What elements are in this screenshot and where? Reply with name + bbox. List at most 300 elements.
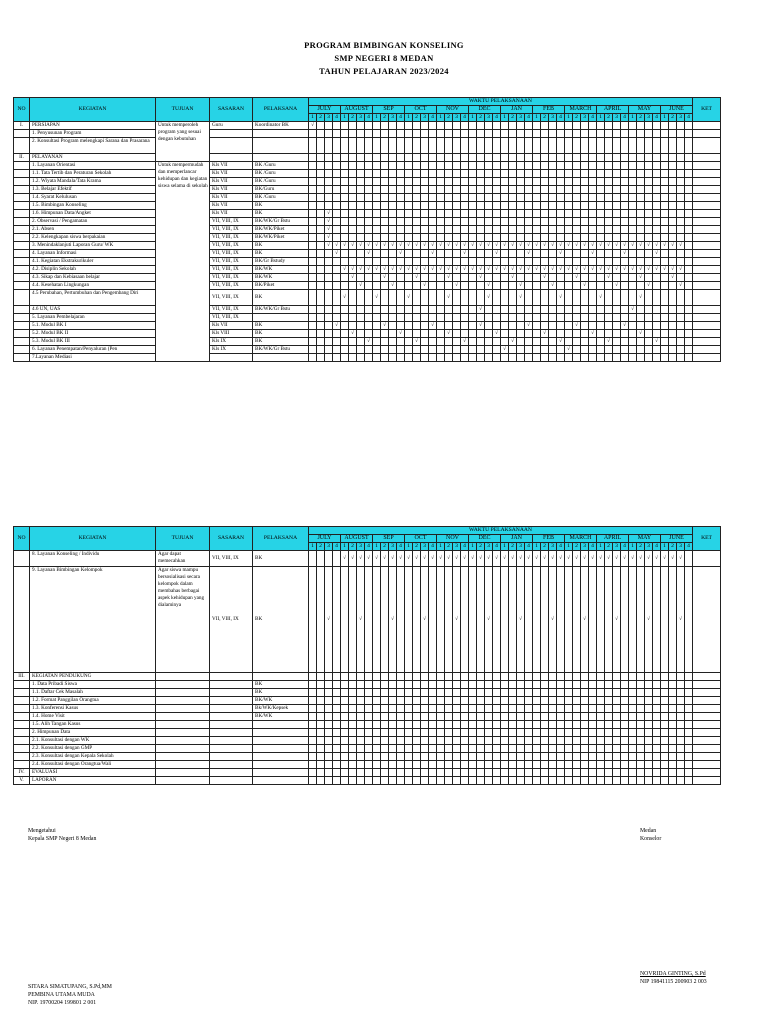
week-cell xyxy=(549,274,557,282)
week-cell xyxy=(509,122,517,130)
week-cell xyxy=(685,713,693,721)
week-cell xyxy=(597,138,605,154)
week-cell xyxy=(381,218,389,226)
activity-cell: 1.6. Himpunan Data/Angket xyxy=(30,210,156,218)
row-number: I. xyxy=(14,122,30,130)
week-cell xyxy=(357,354,365,362)
week-cell xyxy=(325,130,333,138)
week-number: 2 xyxy=(637,114,645,122)
row-number: II. xyxy=(14,154,30,162)
week-cell xyxy=(541,194,549,202)
week-cell xyxy=(349,178,357,186)
week-cell xyxy=(509,282,517,290)
week-cell xyxy=(453,218,461,226)
week-cell xyxy=(373,745,381,753)
target-cell: Kls VII xyxy=(210,186,253,194)
week-cell xyxy=(685,154,693,162)
activity-cell: 1.1. Tata Tertib dan Peraturan Sekolah xyxy=(30,170,156,178)
week-cell xyxy=(413,218,421,226)
week-cell xyxy=(685,250,693,258)
week-cell xyxy=(501,761,509,769)
week-cell xyxy=(621,330,629,338)
week-cell xyxy=(405,769,413,777)
week-cell xyxy=(557,226,565,234)
week-cell xyxy=(517,178,525,186)
week-cell xyxy=(517,154,525,162)
week-cell xyxy=(509,226,517,234)
week-cell xyxy=(541,154,549,162)
week-cell xyxy=(589,689,597,697)
month-header: JULY xyxy=(309,535,341,543)
week-cell xyxy=(493,154,501,162)
week-cell: √ xyxy=(357,551,365,567)
week-cell xyxy=(573,673,581,681)
week-cell xyxy=(325,138,333,154)
month-header: JUNE xyxy=(661,106,693,114)
week-cell xyxy=(541,250,549,258)
week-cell xyxy=(453,258,461,266)
table-row xyxy=(14,551,721,567)
remarks-cell xyxy=(693,170,721,178)
week-number: 4 xyxy=(621,543,629,551)
week-cell xyxy=(621,282,629,290)
row-number xyxy=(14,713,30,721)
week-cell xyxy=(613,234,621,242)
week-cell xyxy=(373,122,381,130)
week-cell xyxy=(493,729,501,737)
table-row xyxy=(14,330,721,338)
week-cell xyxy=(677,306,685,314)
week-cell xyxy=(405,673,413,681)
week-cell xyxy=(325,266,333,274)
week-cell xyxy=(365,138,373,154)
week-cell xyxy=(557,697,565,705)
week-cell xyxy=(549,689,557,697)
week-cell xyxy=(669,314,677,322)
week-cell xyxy=(373,673,381,681)
week-cell xyxy=(389,170,397,178)
target-cell xyxy=(210,689,253,697)
week-cell xyxy=(509,178,517,186)
week-cell xyxy=(429,186,437,194)
headmaster-name: SITARA SIMATUPANG, S.Pd,MM xyxy=(28,984,112,990)
week-cell: √ xyxy=(477,551,485,567)
week-cell: √ xyxy=(621,250,629,258)
week-cell xyxy=(533,729,541,737)
week-cell xyxy=(509,186,517,194)
week-cell xyxy=(485,274,493,282)
target-cell: VII, VIII, IX xyxy=(210,567,253,673)
week-cell xyxy=(357,330,365,338)
week-cell: √ xyxy=(669,551,677,567)
week-cell xyxy=(365,753,373,761)
week-cell xyxy=(469,761,477,769)
week-cell xyxy=(397,186,405,194)
week-cell xyxy=(621,226,629,234)
week-cell xyxy=(421,210,429,218)
week-cell xyxy=(477,122,485,130)
activity-cell: 2.2. Kelengkapan siswa berpakaian xyxy=(30,234,156,242)
week-cell xyxy=(477,194,485,202)
week-cell xyxy=(525,697,533,705)
week-cell xyxy=(357,290,365,306)
week-cell xyxy=(605,282,613,290)
col-header-no: NO xyxy=(14,98,30,122)
week-cell xyxy=(437,673,445,681)
row-number xyxy=(14,138,30,154)
week-cell xyxy=(589,673,597,681)
week-cell xyxy=(333,282,341,290)
week-cell xyxy=(525,282,533,290)
week-cell xyxy=(349,258,357,266)
week-cell xyxy=(373,354,381,362)
activity-cell: 4.1. Kegiatan Ekstrakurikuler xyxy=(30,258,156,266)
week-cell xyxy=(549,338,557,346)
week-cell xyxy=(541,178,549,186)
week-cell xyxy=(453,721,461,729)
week-cell xyxy=(669,170,677,178)
week-cell: √ xyxy=(421,266,429,274)
week-cell xyxy=(381,761,389,769)
week-cell xyxy=(525,210,533,218)
week-cell xyxy=(485,202,493,210)
week-cell xyxy=(525,737,533,745)
remarks-cell xyxy=(693,330,721,338)
week-cell xyxy=(365,306,373,314)
week-cell xyxy=(509,737,517,745)
week-cell xyxy=(477,314,485,322)
week-cell xyxy=(421,354,429,362)
week-cell xyxy=(629,178,637,186)
week-cell xyxy=(669,186,677,194)
week-cell xyxy=(509,258,517,266)
week-cell xyxy=(389,234,397,242)
week-cell xyxy=(589,210,597,218)
week-cell xyxy=(653,234,661,242)
week-cell xyxy=(373,697,381,705)
week-cell xyxy=(509,154,517,162)
remarks-cell xyxy=(693,122,721,130)
week-number: 3 xyxy=(645,543,653,551)
week-cell xyxy=(645,130,653,138)
week-cell xyxy=(341,210,349,218)
week-cell xyxy=(373,681,381,689)
remarks-cell xyxy=(693,322,721,330)
week-cell xyxy=(581,689,589,697)
week-cell xyxy=(469,729,477,737)
week-cell xyxy=(429,306,437,314)
week-cell xyxy=(685,673,693,681)
week-cell: √ xyxy=(445,274,453,282)
week-cell xyxy=(597,162,605,170)
week-cell xyxy=(661,737,669,745)
week-cell xyxy=(453,290,461,306)
week-cell xyxy=(453,162,461,170)
week-cell xyxy=(597,322,605,330)
remarks-cell xyxy=(693,689,721,697)
week-cell xyxy=(525,162,533,170)
week-cell xyxy=(533,697,541,705)
week-cell xyxy=(405,721,413,729)
week-cell: √ xyxy=(613,242,621,250)
week-cell xyxy=(461,178,469,186)
week-number: 4 xyxy=(525,543,533,551)
week-cell xyxy=(397,306,405,314)
implementer-cell xyxy=(253,673,309,681)
week-cell xyxy=(309,338,317,346)
week-cell xyxy=(461,713,469,721)
week-cell xyxy=(509,769,517,777)
week-cell xyxy=(469,745,477,753)
week-cell xyxy=(605,290,613,306)
week-cell xyxy=(373,250,381,258)
week-number: 4 xyxy=(589,114,597,122)
week-cell xyxy=(637,777,645,785)
week-number: 2 xyxy=(669,114,677,122)
week-cell xyxy=(429,681,437,689)
week-cell xyxy=(429,258,437,266)
week-cell xyxy=(533,250,541,258)
week-cell xyxy=(389,761,397,769)
week-cell xyxy=(589,178,597,186)
week-cell xyxy=(485,346,493,354)
week-cell xyxy=(581,737,589,745)
week-cell xyxy=(461,154,469,162)
week-cell xyxy=(389,673,397,681)
week-cell xyxy=(357,721,365,729)
week-cell xyxy=(581,330,589,338)
week-number: 1 xyxy=(565,543,573,551)
week-cell xyxy=(589,226,597,234)
week-cell: √ xyxy=(637,551,645,567)
week-cell xyxy=(629,282,637,290)
week-cell xyxy=(637,226,645,234)
week-cell xyxy=(557,162,565,170)
week-cell xyxy=(677,346,685,354)
week-cell xyxy=(325,721,333,729)
week-cell xyxy=(605,346,613,354)
week-cell xyxy=(325,194,333,202)
week-cell xyxy=(333,354,341,362)
week-cell xyxy=(325,122,333,130)
week-cell xyxy=(413,290,421,306)
week-cell xyxy=(549,218,557,226)
week-cell xyxy=(557,258,565,266)
week-number: 4 xyxy=(365,114,373,122)
week-cell xyxy=(677,737,685,745)
week-cell xyxy=(589,138,597,154)
week-cell: √ xyxy=(677,242,685,250)
week-cell xyxy=(517,138,525,154)
week-cell xyxy=(621,154,629,162)
week-cell xyxy=(437,777,445,785)
week-cell xyxy=(349,354,357,362)
week-cell xyxy=(669,258,677,266)
remarks-cell xyxy=(693,551,721,567)
week-cell xyxy=(445,186,453,194)
week-cell xyxy=(573,314,581,322)
week-number: 4 xyxy=(461,114,469,122)
week-cell xyxy=(557,170,565,178)
week-cell xyxy=(685,122,693,130)
week-cell: √ xyxy=(325,234,333,242)
week-cell: √ xyxy=(605,338,613,346)
week-cell xyxy=(349,713,357,721)
remarks-cell xyxy=(693,194,721,202)
week-cell xyxy=(493,178,501,186)
week-cell: √ xyxy=(533,551,541,567)
week-cell xyxy=(501,154,509,162)
week-cell xyxy=(517,761,525,769)
week-cell xyxy=(565,234,573,242)
week-cell xyxy=(413,250,421,258)
week-cell xyxy=(653,186,661,194)
week-cell xyxy=(469,322,477,330)
week-cell xyxy=(349,194,357,202)
week-cell xyxy=(341,322,349,330)
week-cell xyxy=(445,567,453,673)
week-cell xyxy=(341,681,349,689)
week-cell xyxy=(413,713,421,721)
week-number: 1 xyxy=(533,114,541,122)
week-cell xyxy=(533,713,541,721)
week-cell xyxy=(485,673,493,681)
week-cell xyxy=(389,162,397,170)
table-row xyxy=(14,338,721,346)
week-cell xyxy=(325,338,333,346)
week-cell xyxy=(621,777,629,785)
week-cell xyxy=(549,226,557,234)
week-cell xyxy=(421,689,429,697)
week-cell xyxy=(685,282,693,290)
week-cell xyxy=(589,753,597,761)
remarks-cell xyxy=(693,266,721,274)
activity-cell: 1.3. Belajar Efektif xyxy=(30,186,156,194)
week-number: 3 xyxy=(453,114,461,122)
week-cell xyxy=(501,567,509,673)
week-cell xyxy=(541,186,549,194)
week-cell xyxy=(501,138,509,154)
week-cell xyxy=(677,226,685,234)
week-number: 2 xyxy=(381,543,389,551)
week-cell xyxy=(501,737,509,745)
week-cell xyxy=(501,250,509,258)
month-header: OCT xyxy=(405,106,437,114)
week-cell xyxy=(501,753,509,761)
week-cell xyxy=(645,338,653,346)
table-row xyxy=(14,713,721,721)
remarks-cell xyxy=(693,226,721,234)
week-cell xyxy=(413,154,421,162)
week-cell xyxy=(389,226,397,234)
week-cell xyxy=(421,130,429,138)
week-cell xyxy=(557,314,565,322)
week-cell xyxy=(445,122,453,130)
week-cell xyxy=(445,130,453,138)
week-cell xyxy=(501,202,509,210)
week-number: 1 xyxy=(373,114,381,122)
week-cell xyxy=(325,170,333,178)
week-cell xyxy=(309,330,317,338)
table-row xyxy=(14,346,721,354)
week-cell xyxy=(629,250,637,258)
week-cell xyxy=(621,697,629,705)
week-cell xyxy=(333,777,341,785)
target-cell: VII, VIII, IX xyxy=(210,314,253,322)
week-cell xyxy=(493,138,501,154)
week-cell xyxy=(549,761,557,769)
week-cell xyxy=(605,567,613,673)
week-cell xyxy=(397,689,405,697)
week-cell xyxy=(573,258,581,266)
week-cell xyxy=(349,162,357,170)
week-cell xyxy=(413,729,421,737)
week-cell xyxy=(541,218,549,226)
week-cell xyxy=(397,282,405,290)
week-cell xyxy=(373,330,381,338)
week-cell xyxy=(573,218,581,226)
week-cell: √ xyxy=(365,250,373,258)
week-cell xyxy=(685,170,693,178)
counselor-nip: NIP 19841115 200903 2 003 xyxy=(640,979,707,985)
week-cell xyxy=(469,777,477,785)
week-cell xyxy=(525,226,533,234)
implementer-cell xyxy=(253,745,309,753)
week-cell xyxy=(325,162,333,170)
week-cell xyxy=(349,729,357,737)
row-number xyxy=(14,274,30,282)
week-cell xyxy=(365,567,373,673)
week-cell: √ xyxy=(605,274,613,282)
week-cell xyxy=(661,729,669,737)
target-cell: Kls VII xyxy=(210,178,253,186)
week-cell xyxy=(653,122,661,130)
table-row xyxy=(14,122,721,130)
week-cell xyxy=(629,154,637,162)
week-cell xyxy=(549,354,557,362)
row-number xyxy=(14,202,30,210)
week-number: 4 xyxy=(621,114,629,122)
week-cell xyxy=(357,697,365,705)
week-cell xyxy=(413,122,421,130)
week-cell: √ xyxy=(333,242,341,250)
week-cell xyxy=(485,306,493,314)
table-row xyxy=(14,689,721,697)
week-cell xyxy=(381,737,389,745)
week-number: 2 xyxy=(573,543,581,551)
week-cell xyxy=(645,753,653,761)
week-cell xyxy=(597,186,605,194)
week-cell xyxy=(629,258,637,266)
row-number xyxy=(14,234,30,242)
week-cell xyxy=(517,226,525,234)
week-cell xyxy=(621,681,629,689)
week-cell xyxy=(373,306,381,314)
week-cell xyxy=(645,202,653,210)
week-cell xyxy=(477,689,485,697)
week-cell xyxy=(469,154,477,162)
week-cell xyxy=(541,226,549,234)
week-cell xyxy=(501,745,509,753)
week-cell xyxy=(685,162,693,170)
week-cell xyxy=(485,697,493,705)
row-number xyxy=(14,338,30,346)
week-cell: √ xyxy=(349,242,357,250)
week-cell xyxy=(533,689,541,697)
week-cell xyxy=(501,162,509,170)
remarks-cell xyxy=(693,753,721,761)
week-cell xyxy=(517,250,525,258)
